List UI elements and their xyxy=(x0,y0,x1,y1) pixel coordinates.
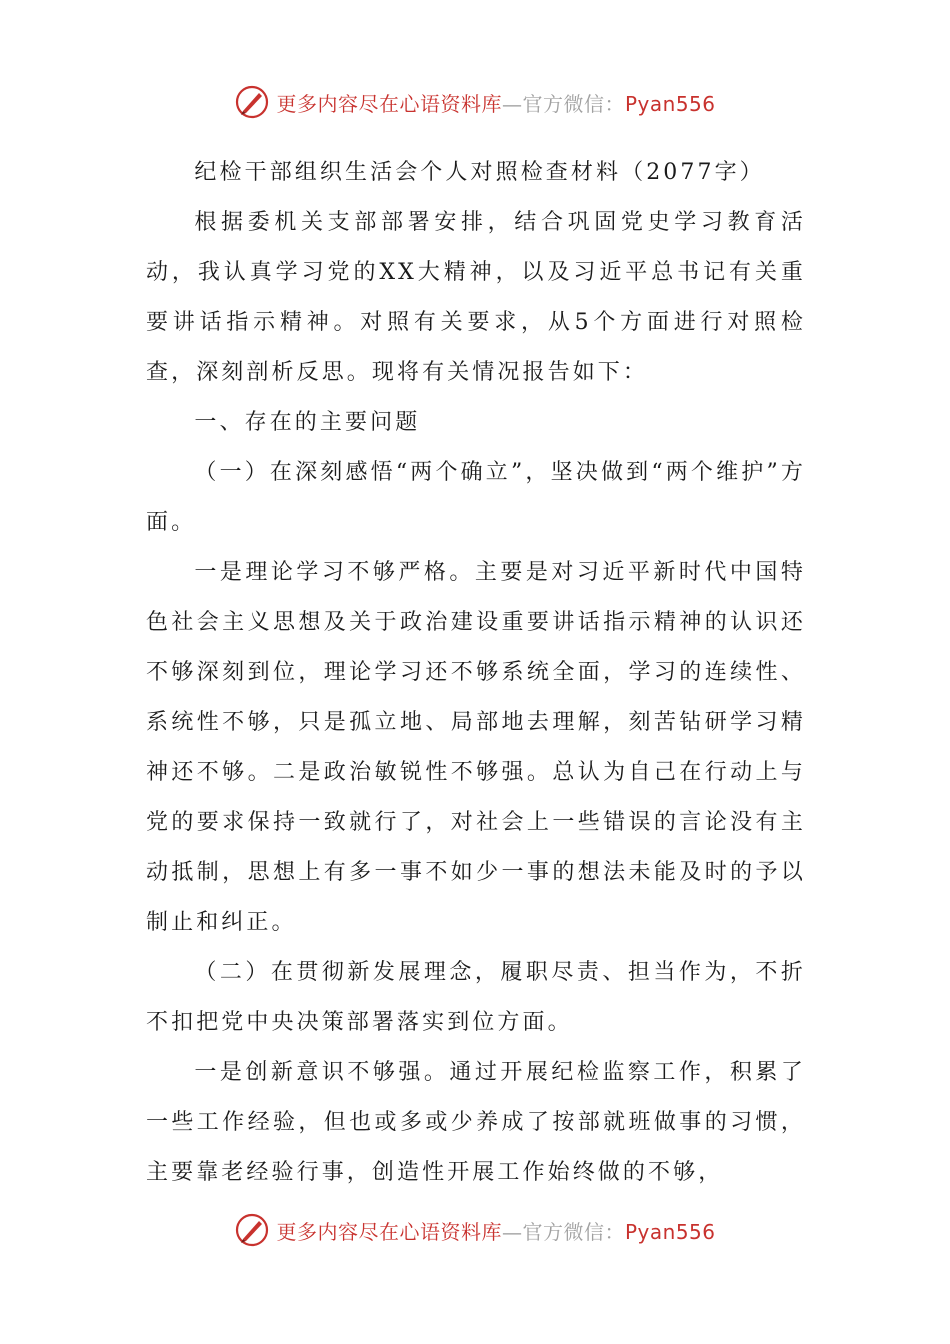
watermark-separator: — xyxy=(501,1219,523,1244)
paragraph-body-1: 一是理论学习不够严格。主要是对习近平新时代中国特色社会主义思想及关于政治建设重要讲话指示精神的认识还不够深刻到位，理论学习还不够系统全面，学习的连续性、系统性不够，只是孤立地、局部地去理解，刻苦钻研学习精神还不够。二是政治敏锐性不够强。总认为自己在行动上与党的要求保持一致就行了，对社会上一些错误的言论没有主动抵制，思想上有多一事不如少一事的想法未能及时的予以制止和纠正。 xyxy=(146,560,806,935)
document-title: 纪检干部组织生活会个人对照检查材料（2077字） xyxy=(194,160,765,185)
watermark-account: Pyan556 xyxy=(624,91,716,116)
section-heading-1: 一、存在的主要问题 xyxy=(194,410,421,435)
watermark-banner-bottom xyxy=(0,1210,950,1250)
watermark-label: 官方微信： xyxy=(522,1219,625,1244)
pen-logo-icon xyxy=(234,84,270,120)
subsection-heading-2: （二）在贯彻新发展理念，履职尽责、担当作为，不折不扣把党中央决策部署落实到位方面。 xyxy=(146,960,806,1035)
watermark-account: Pyan556 xyxy=(624,1219,716,1244)
watermark-text xyxy=(276,1216,715,1245)
watermark-label: 官方微信： xyxy=(522,91,625,116)
pen-logo-icon xyxy=(234,1212,270,1248)
watermark-banner-top xyxy=(0,82,950,122)
watermark-separator: — xyxy=(501,91,523,116)
watermark-site: 更多内容尽在心语资料库 xyxy=(276,91,502,116)
subsection-heading-1: （一）在深刻感悟“两个确立”，坚决做到“两个维护”方面。 xyxy=(146,460,806,535)
watermark-site: 更多内容尽在心语资料库 xyxy=(276,1219,502,1244)
watermark-text xyxy=(276,88,715,117)
paragraph-intro: 根据委机关支部部署安排，结合巩固党史学习教育活动，我认真学习党的XX大精神，以及习近平总书记有关重要讲话指示精神。对照有关要求，从5个方面进行对照检查，深刻剖析反思。现将有关情况报告如下： xyxy=(146,210,806,385)
document-body xyxy=(146,148,806,1198)
paragraph-body-2: 一是创新意识不够强。通过开展纪检监察工作，积累了一些工作经验，但也或多或少养成了按部就班做事的习惯，主要靠老经验行事，创造性开展工作始终做的不够， xyxy=(146,1060,806,1185)
